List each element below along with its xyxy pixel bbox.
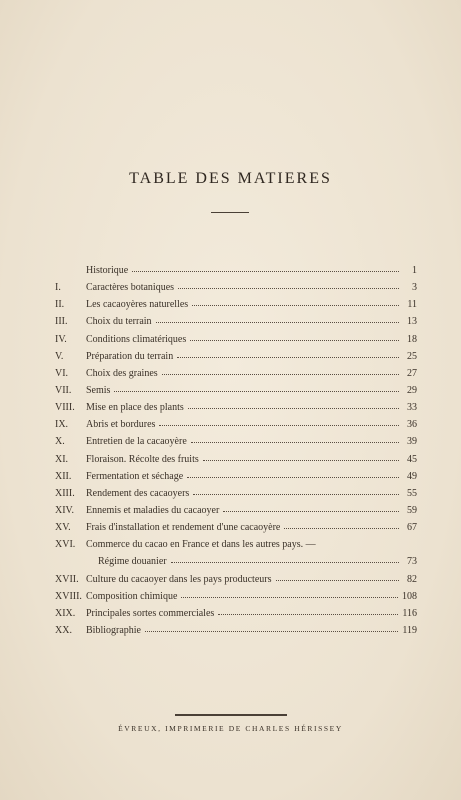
table-of-contents [55, 262, 417, 639]
toc-entry-number: XVIII. [55, 590, 82, 602]
leader-dots [178, 280, 399, 289]
toc-entry-number: XIV. [55, 504, 74, 516]
leader-dots [162, 366, 399, 375]
toc-entry-number: V. [55, 350, 64, 362]
toc-entry[interactable] [55, 468, 417, 485]
toc-entry[interactable] [55, 313, 417, 330]
toc-entry-number: XII. [55, 470, 72, 482]
toc-entry-number: XVII. [55, 573, 79, 585]
toc-entry-number: VIII. [55, 402, 75, 414]
toc-entry[interactable] [55, 605, 417, 622]
leader-dots [145, 623, 398, 632]
toc-entry[interactable] [55, 571, 417, 588]
toc-entry-label: Abris et bordures [86, 419, 156, 431]
toc-entry[interactable] [55, 451, 417, 468]
toc-entry-page: 49 [407, 470, 417, 482]
toc-entry-number: XVI. [55, 539, 76, 551]
toc-entry-label: Floraison. Récolte des fruits [86, 453, 199, 465]
footer-divider [175, 714, 287, 716]
leader-dots [276, 572, 400, 581]
toc-entry-label: Rendement des cacaoyers [86, 487, 190, 499]
leader-dots [159, 417, 399, 426]
toc-entry-page: 39 [407, 436, 417, 448]
toc-entry[interactable] [55, 399, 417, 416]
toc-entry-number: I. [55, 282, 61, 294]
page-title: TABLE DES MATIERES [129, 170, 332, 187]
leader-dots [193, 486, 399, 495]
leader-dots [192, 297, 399, 306]
toc-entry-number: XI. [55, 453, 69, 465]
toc-entry-page: 116 [402, 607, 417, 619]
toc-entry-label: Choix du terrain [86, 316, 152, 328]
toc-entry[interactable] [55, 485, 417, 502]
toc-entry-label-continued: Régime douanier [98, 556, 167, 568]
toc-entry-page: 3 [412, 282, 417, 294]
toc-entry-label: Frais d'installation et rendement d'une cacaoyère [86, 522, 281, 534]
toc-entry-label: Principales sortes commerciales [86, 607, 215, 619]
toc-entry-page: 108 [402, 590, 417, 602]
toc-entry-number: VII. [55, 384, 72, 396]
toc-entry-page: 45 [407, 453, 417, 465]
leader-dots [223, 503, 399, 512]
toc-entry-page: 29 [407, 384, 417, 396]
printer-imprint: ÉVREUX, IMPRIMERIE DE CHARLES HÉRISSEY [118, 724, 343, 733]
leader-dots [203, 452, 399, 461]
toc-entry-number: XX. [55, 624, 72, 636]
toc-entry-label: Mise en place des plants [86, 402, 184, 414]
toc-entry-label: Semis [86, 384, 111, 396]
leader-dots [177, 349, 399, 358]
toc-entry-label: Fermentation et séchage [86, 470, 184, 482]
toc-entry-page: 36 [407, 419, 417, 431]
toc-entry-number: II. [55, 299, 65, 311]
toc-entry[interactable] [55, 348, 417, 365]
toc-entry[interactable] [55, 588, 417, 605]
toc-entry[interactable] [55, 279, 417, 296]
toc-entry-page: 25 [407, 350, 417, 362]
toc-entry-page: 1 [412, 265, 417, 276]
toc-entry-number: IV. [55, 333, 67, 345]
toc-entry-label: Composition chimique [86, 590, 178, 602]
leader-dots [190, 332, 399, 341]
toc-entry[interactable] [55, 262, 417, 279]
leader-dots [156, 314, 399, 323]
toc-entry[interactable] [55, 365, 417, 382]
toc-entry-label: Conditions climatériques [86, 333, 187, 345]
toc-entry-number: XIII. [55, 487, 75, 499]
toc-entry-page: 11 [407, 299, 417, 311]
toc-entry-label: Caractères botaniques [86, 282, 175, 294]
toc-entry-page: 55 [407, 487, 417, 499]
toc-entry[interactable] [55, 622, 417, 639]
leader-dots [218, 606, 398, 615]
toc-entry-label: Historique [86, 265, 129, 276]
toc-entry-label: Bibliographie [86, 624, 141, 636]
toc-entry[interactable] [55, 296, 417, 313]
leader-dots [187, 469, 399, 478]
title-divider [211, 212, 249, 213]
leader-dots [114, 383, 399, 392]
leader-dots [284, 520, 399, 529]
toc-entry-label: Ennemis et maladies du cacaoyer [86, 504, 220, 516]
toc-entry-label: Entretien de la cacaoyère [86, 436, 187, 448]
leader-dots [132, 263, 399, 272]
toc-entry-page: 13 [407, 316, 417, 328]
toc-entry-number: XV. [55, 522, 71, 534]
toc-entry-label: Culture du cacaoyer dans les pays producteurs [86, 573, 272, 585]
toc-entry-number: IX. [55, 419, 69, 431]
toc-entry-number: XIX. [55, 607, 76, 619]
toc-entry-label: Commerce du cacao en France et dans les autres pays. — [86, 539, 316, 551]
toc-entry-label: Les cacaoyères naturelles [86, 299, 189, 311]
toc-entry-page: 119 [402, 624, 417, 636]
toc-entry-number: VI. [55, 367, 69, 379]
toc-entry-label: Choix des graines [86, 367, 158, 379]
toc-entry-label: Préparation du terrain [86, 350, 174, 362]
toc-entry-number: III. [55, 316, 68, 328]
toc-entry-page: 33 [407, 402, 417, 414]
leader-dots [188, 400, 399, 409]
toc-entry[interactable] [55, 536, 417, 570]
toc-entry[interactable] [55, 416, 417, 433]
toc-entry-page: 59 [407, 504, 417, 516]
toc-entry-page: 27 [407, 367, 417, 379]
toc-entry-number: X. [55, 436, 65, 448]
toc-entry[interactable] [55, 502, 417, 519]
toc-entry-page: 73 [407, 556, 417, 568]
toc-entry-page: 18 [407, 333, 417, 345]
leader-dots [171, 554, 399, 563]
leader-dots [181, 589, 398, 598]
toc-entry[interactable] [55, 382, 417, 399]
toc-entry[interactable] [55, 331, 417, 348]
toc-entry[interactable] [55, 519, 417, 536]
toc-entry[interactable] [55, 433, 417, 450]
toc-entry-page: 82 [407, 573, 417, 585]
leader-dots [191, 434, 399, 443]
toc-entry-page: 67 [407, 522, 417, 534]
